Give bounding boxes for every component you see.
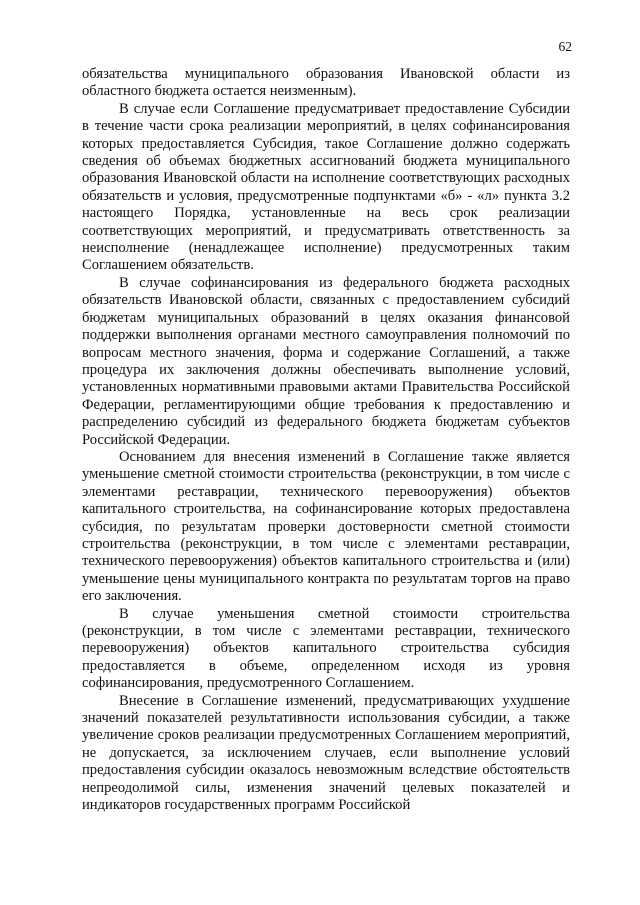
paragraph-grounds-for-changes: Основанием для внесения изменений в Соглашение также является уменьшение сметной стоимости строительства (реконструкции, в том числе с элементами реставрации, технического перевооружения) объектов капитального строительства, на софинансирование которых предоставлена субсидия, по результатам проверки достоверности сметной стоимости строительства (реконструкции, в том числе с элементами реставрации, технического перевооружения) объектов капитального строительства и (или) уменьшение цены муниципального контракта по результатам торгов на право его заключения. bbox=[82, 448, 570, 605]
document-body bbox=[82, 66, 570, 814]
paragraph-cost-reduction: В случае уменьшения сметной стоимости строительства (реконструкции, в том числе с элементами реставрации, технического перевооружения) объектов капитального строительства субсидия предоставляется в объеме, определенном исходя из уровня софинансирования, предусмотренного Соглашением. bbox=[82, 605, 570, 692]
paragraph-federal-cofinancing: В случае софинансирования из федерального бюджета расходных обязательств Ивановской области, связанных с предоставлением субсидий бюджетам муниципальных образований в целях оказания финансовой поддержки выполнения органами местного самоуправления полномочий по вопросам местного значения, форма и содержание Соглашений, а также процедура их заключения должны обеспечивать выполнение условий, установленных нормативными правовыми актами Правительства Российской Федерации, регламентирующими общие требования к предоставлению и распределению субсидий из федерального бюджета бюджетам субъектов Российской Федерации. bbox=[82, 274, 570, 448]
paragraph-changes-prohibited: Внесение в Соглашение изменений, предусматривающих ухудшение значений показателей результативности использования субсидии, а также увеличение сроков реализации предусмотренных Соглашением мероприятий, не допускается, за исключением случаев, если выполнение условий предоставления субсидии оказалось невозможным вследствие обстоятельств непреодолимой силы, изменения значений целевых показателей и индикаторов государственных программ Российской bbox=[82, 692, 570, 814]
paragraph-agreement-partial-term: В случае если Соглашение предусматривает предоставление Субсидии в течение части срока реализации мероприятий, в целях софинансирования которых предоставляется Субсидия, такое Соглашение должно содержать сведения об объемах бюджетных ассигнований бюджета муниципального образования Ивановской области на исполнение соответствующих расходных обязательств и условия, предусмотренные подпунктами «б» - «л» пункта 3.2 настоящего Порядка, установленные на весь срок реализации соответствующих мероприятий, и предусматривать ответственность за неисполнение (ненадлежащее исполнение) предусмотренных таким Соглашением обязательств. bbox=[82, 100, 570, 274]
page-number: 62 bbox=[558, 39, 572, 54]
paragraph-continuation: обязательства муниципального образования Ивановской области из областного бюджета остается неизменным). bbox=[82, 66, 570, 100]
